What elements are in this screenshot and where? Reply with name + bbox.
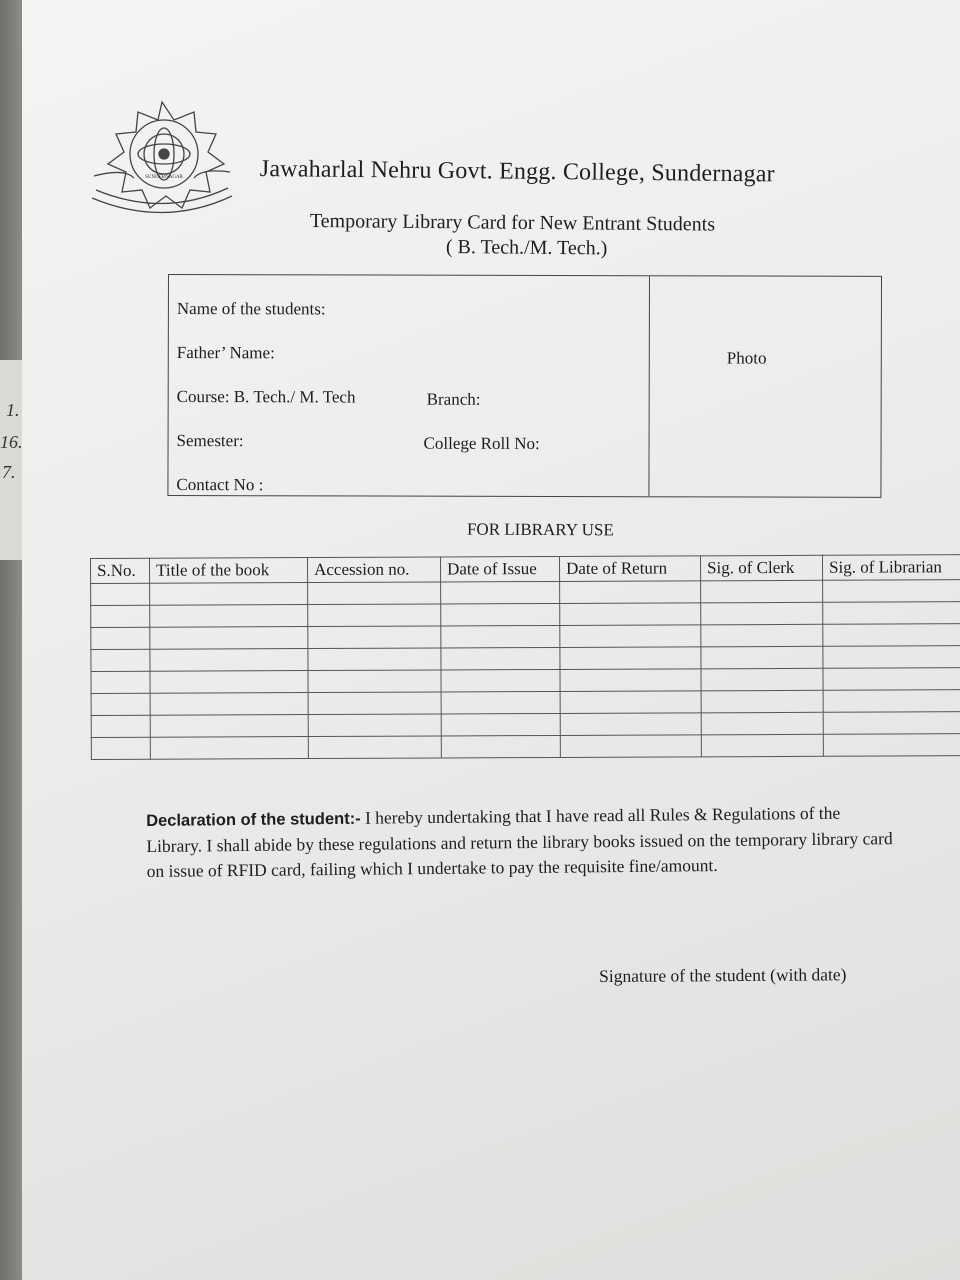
edge-mark: 16. (0, 432, 23, 452)
table-cell (91, 649, 150, 671)
table-cell (441, 691, 560, 714)
table-cell (308, 604, 441, 627)
photo-label: Photo (726, 348, 767, 368)
table-cell (560, 735, 701, 758)
table-cell (91, 583, 150, 605)
table-cell (91, 605, 150, 627)
table-cell (150, 649, 308, 672)
table-cell (91, 737, 150, 759)
table-cell (441, 735, 560, 758)
table-cell (308, 736, 441, 759)
table-cell (150, 583, 308, 606)
table-cell (701, 712, 823, 735)
table-cell (308, 626, 441, 649)
column-header: Date of Return (559, 556, 700, 582)
table-cell (308, 692, 441, 715)
table-cell (701, 690, 823, 713)
branch-field-label: Branch: (426, 389, 481, 409)
column-header: Date of Issue (440, 556, 559, 582)
edge-mark: 7. (2, 462, 16, 482)
table-cell (91, 693, 150, 715)
table-cell (701, 624, 823, 647)
table-cell (560, 713, 701, 736)
column-header: Accession no. (308, 557, 441, 583)
table-cell (150, 605, 308, 628)
column-header: Sig. of Librarian (822, 555, 960, 581)
father-name-field-label: Father’ Name: (176, 343, 275, 363)
table-cell (308, 648, 441, 671)
table-body (91, 580, 960, 760)
course-field-label: Course: B. Tech./ M. Tech (176, 387, 356, 407)
table-cell (308, 714, 441, 737)
table-cell (150, 671, 308, 694)
table-cell (560, 603, 701, 626)
table-cell (441, 603, 560, 626)
table-row (91, 734, 960, 760)
table-cell (701, 734, 823, 757)
table-cell (560, 669, 701, 692)
table-cell (701, 580, 823, 603)
table-cell (560, 625, 701, 648)
table-cell (701, 646, 823, 669)
table-cell (308, 670, 441, 693)
table-cell (91, 715, 150, 737)
declaration-paragraph (146, 800, 895, 884)
signature-label: Signature of the student (with date) (599, 964, 847, 986)
column-header: Title of the book (150, 558, 308, 584)
table-cell (823, 624, 960, 647)
student-info-box (167, 274, 882, 498)
table-cell (701, 668, 823, 691)
college-logo-icon (84, 98, 234, 218)
roll-no-field-label: College Roll No: (423, 433, 540, 453)
card-title: Temporary Library Card for New Entrant Students (309, 210, 716, 236)
college-name: Jawaharlal Nehru Govt. Engg. College, Sundernagar (259, 156, 775, 188)
declaration-heading: Declaration of the student:- (146, 809, 361, 830)
table-cell (823, 602, 960, 625)
table-cell (441, 669, 560, 692)
table-cell (308, 582, 441, 605)
table-cell (823, 580, 960, 603)
photo-box (648, 276, 880, 497)
table-cell (150, 715, 308, 738)
table-cell (441, 713, 560, 736)
table-cell (441, 625, 560, 648)
declaration-text: I hereby undertaking that I have read all Rules & Regulations of the Library. I shall abide by these regulations and return the library books issued on the temporary library card on issue of RFID card, failing which I undertake to pay the requisite fine/amount. (146, 802, 893, 881)
table-cell (823, 712, 960, 735)
name-field-label: Name of the students: (176, 299, 326, 319)
table-cell (560, 647, 701, 670)
semester-field-label: Semester: (176, 431, 244, 451)
table-cell (91, 671, 150, 693)
edge-mark: 1. (6, 400, 20, 420)
table-cell (560, 691, 701, 714)
document-page (22, 0, 960, 1280)
table-cell (150, 693, 308, 716)
table-cell (701, 602, 823, 625)
contact-field-label: Contact No : (176, 475, 264, 495)
table-cell (441, 647, 560, 670)
course-subtitle: ( B. Tech./M. Tech.) (445, 236, 608, 260)
logo-text: SUNDERNAGAR (145, 175, 183, 180)
table-header-row (91, 555, 960, 584)
table-cell (441, 581, 560, 604)
table-cell (823, 668, 960, 691)
column-header: S.No. (91, 558, 150, 583)
table-cell (823, 734, 960, 757)
table-cell (823, 690, 960, 713)
table-cell (91, 627, 150, 649)
column-header: Sig. of Clerk (700, 555, 822, 581)
table-cell (150, 737, 308, 760)
table-cell (560, 581, 701, 604)
table-cell (150, 627, 308, 650)
library-table (90, 554, 960, 760)
table-cell (823, 646, 960, 669)
library-use-heading: FOR LIBRARY USE (466, 519, 614, 540)
